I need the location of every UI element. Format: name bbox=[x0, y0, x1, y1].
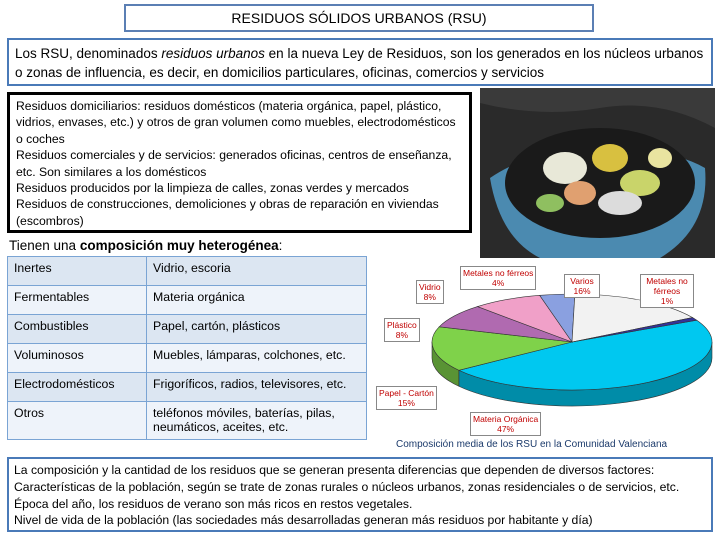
label-materia-organica: Materia Orgánica 47% bbox=[470, 412, 541, 436]
table-row bbox=[8, 315, 367, 344]
definition-item: Residuos domiciliarios: residuos domésticos (materia orgánica, papel, plástico, vidrios, envases, etc.) y otros de gran volumen como muebles, electrodomésticos o coches bbox=[16, 99, 456, 146]
table-cell: teléfonos móviles, baterías, pilas, neumáticos, aceites, etc. bbox=[147, 402, 367, 440]
factor-line: La composición y la cantidad de los residuos que se generan presenta diferencias que dependen de diversos factores: bbox=[14, 463, 655, 477]
label-varios: Varios 16% bbox=[564, 274, 600, 298]
table-cell: Frigoríficos, radios, televisores, etc. bbox=[147, 373, 367, 402]
table-row bbox=[8, 373, 367, 402]
intro-paragraph bbox=[7, 38, 713, 86]
lead-text-1: Tienen una bbox=[9, 238, 80, 253]
table-cell: Combustibles bbox=[8, 315, 147, 344]
lead-bold: composición muy heterogénea bbox=[79, 238, 279, 253]
chart-caption: Composición media de los RSU en la Comunidad Valenciana bbox=[396, 439, 668, 450]
definition-item: Residuos de construcciones, demoliciones y obras de reparación en viviendas (escombros) bbox=[16, 197, 439, 228]
intro-text-1: Los RSU, denominados bbox=[15, 46, 162, 61]
table-cell: Materia orgánica bbox=[147, 286, 367, 315]
table-cell: Vidrio, escoria bbox=[147, 257, 367, 286]
intro-italic: residuos urbanos bbox=[161, 46, 265, 61]
trash-bag-photo bbox=[480, 88, 715, 258]
composition-table bbox=[7, 256, 367, 440]
label-metales-ferreos: Metales no férreos 1% bbox=[640, 274, 694, 308]
table-row bbox=[8, 344, 367, 373]
label-plastico: Plástico 8% bbox=[384, 318, 420, 342]
table-cell: Electrodomésticos bbox=[8, 373, 147, 402]
definition-item: Residuos producidos por la limpieza de calles, zonas verdes y mercados bbox=[16, 181, 409, 196]
label-metales-no-ferreos: Metales no férreos 4% bbox=[460, 266, 536, 290]
table-cell: Fermentables bbox=[8, 286, 147, 315]
factor-line: Características de la población, según se trate de zonas rurales o núcleos urbanos, zonas residenciales o de servicios, etc. bbox=[14, 479, 680, 494]
factors-paragraph bbox=[7, 457, 713, 532]
table-cell: Inertes bbox=[8, 257, 147, 286]
table-cell: Voluminosos bbox=[8, 344, 147, 373]
factor-line: Nivel de vida de la población (las sociedades más desarrolladas generan más residuos por habitante y día) bbox=[14, 513, 593, 528]
page-title: RESIDUOS SÓLIDOS URBANOS (RSU) bbox=[231, 10, 487, 26]
table-row bbox=[8, 257, 367, 286]
composition-lead bbox=[9, 238, 282, 253]
page-title-box bbox=[124, 4, 594, 32]
intro-text-2: en la nueva Ley de Residuos, son los generados en los núcleos urbanos o zonas de influencia, es decir, en domicilios particulares, oficinas, comercios y servicios bbox=[15, 46, 704, 80]
definition-item: Residuos comerciales y de servicios: generados oficinas, centros de enseñanza, etc. Son similares a los domésticos bbox=[16, 148, 452, 179]
label-papel-carton: Papel - Cartón 15% bbox=[376, 386, 437, 410]
definitions-box bbox=[7, 92, 472, 233]
table-row bbox=[8, 286, 367, 315]
label-vidrio: Vidrio 8% bbox=[416, 280, 444, 304]
lead-text-2: : bbox=[278, 238, 283, 253]
pie-chart bbox=[372, 260, 715, 452]
table-cell: Muebles, lámparas, colchones, etc. bbox=[147, 344, 367, 373]
table-cell: Otros bbox=[8, 402, 147, 440]
table-cell: Papel, cartón, plásticos bbox=[147, 315, 367, 344]
table-row bbox=[8, 402, 367, 440]
factor-line: Época del año, los residuos de verano son más ricos en restos vegetales. bbox=[14, 496, 413, 511]
